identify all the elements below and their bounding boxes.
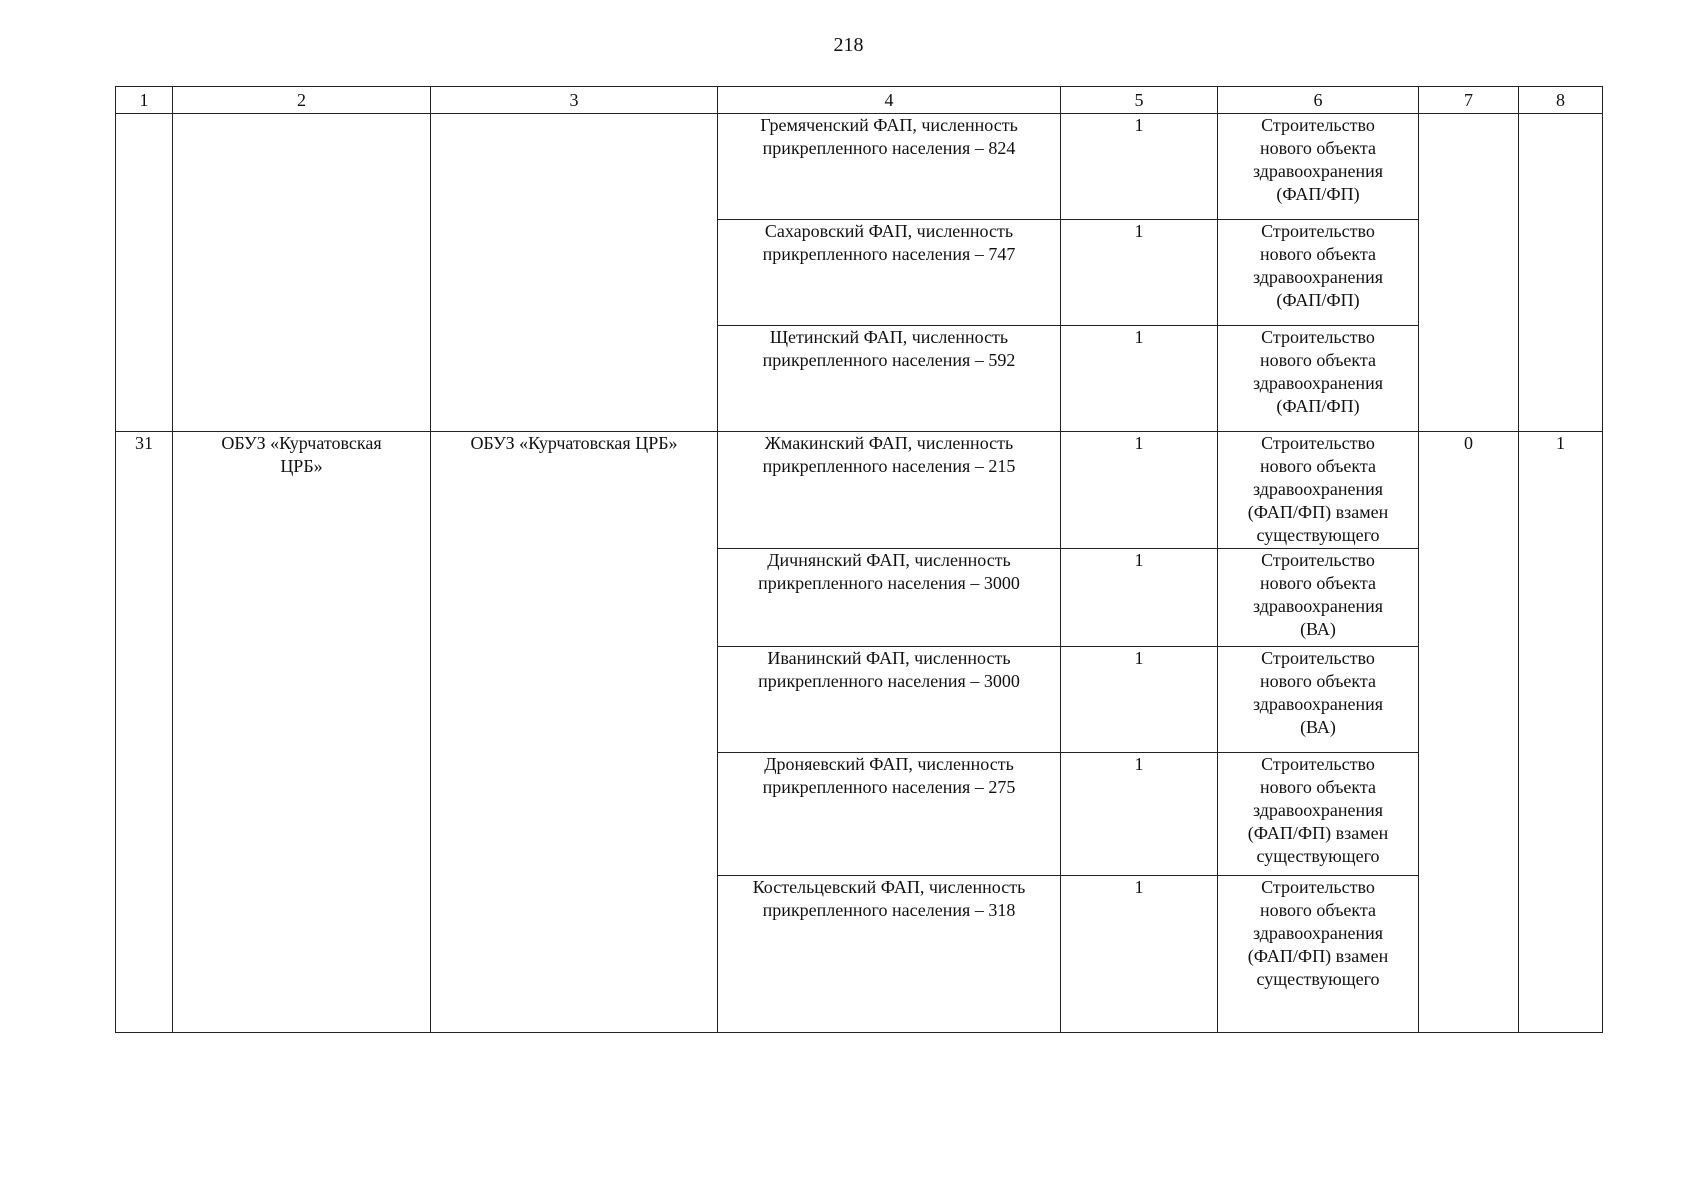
column-number: 1: [116, 87, 173, 114]
facility-cell: Сахаровский ФАП, численность прикрепленного населения – 747: [718, 220, 1061, 326]
col7-cell: 0: [1419, 432, 1519, 1033]
table-row: [116, 114, 1603, 220]
action-cell: Строительство нового объекта здравоохранения (ФАП/ФП) взамен существующего: [1218, 876, 1419, 1033]
column-number: 2: [173, 87, 431, 114]
count-cell: 1: [1061, 326, 1218, 432]
action-cell: Строительство нового объекта здравоохранения (ВА): [1218, 549, 1419, 647]
column-number: 5: [1061, 87, 1218, 114]
facility-cell: Иванинский ФАП, численность прикрепленного населения – 3000: [718, 647, 1061, 753]
page-number: 218: [833, 34, 864, 56]
continued-cell: [1519, 114, 1603, 432]
row-number-cell: 31: [116, 432, 173, 1033]
action-cell: Строительство нового объекта здравоохранения (ФАП/ФП) взамен существующего: [1218, 753, 1419, 876]
table-row: [116, 432, 1603, 549]
count-cell: 1: [1061, 114, 1218, 220]
action-cell: Строительство нового объекта здравоохранения (ФАП/ФП): [1218, 326, 1419, 432]
count-cell: 1: [1061, 876, 1218, 1033]
organization-cell: ОБУЗ «Курчатовская ЦРБ»: [173, 432, 431, 1033]
col8-cell: 1: [1519, 432, 1603, 1033]
column-number: 4: [718, 87, 1061, 114]
data-table: [115, 86, 1603, 1033]
action-cell: Строительство нового объекта здравоохранения (ВА): [1218, 647, 1419, 753]
continued-cell: [116, 114, 173, 432]
column-number: 6: [1218, 87, 1419, 114]
facility-cell: Костельцевский ФАП, численность прикрепленного населения – 318: [718, 876, 1061, 1033]
column-number: 3: [431, 87, 718, 114]
column-number: 8: [1519, 87, 1603, 114]
continued-cell: [1419, 114, 1519, 432]
institution-cell: ОБУЗ «Курчатовская ЦРБ»: [431, 432, 718, 1033]
action-cell: Строительство нового объекта здравоохранения (ФАП/ФП) взамен существующего: [1218, 432, 1419, 549]
facility-cell: Гремяченский ФАП, численность прикрепленного населения – 824: [718, 114, 1061, 220]
action-cell: Строительство нового объекта здравоохранения (ФАП/ФП): [1218, 114, 1419, 220]
facility-cell: Дроняевский ФАП, численность прикрепленного населения – 275: [718, 753, 1061, 876]
count-cell: 1: [1061, 549, 1218, 647]
facility-cell: Щетинский ФАП, численность прикрепленного населения – 592: [718, 326, 1061, 432]
action-cell: Строительство нового объекта здравоохранения (ФАП/ФП): [1218, 220, 1419, 326]
continued-cell: [431, 114, 718, 432]
count-cell: 1: [1061, 220, 1218, 326]
count-cell: 1: [1061, 753, 1218, 876]
count-cell: 1: [1061, 432, 1218, 549]
column-number: 7: [1419, 87, 1519, 114]
column-number-header-row: [116, 87, 1603, 114]
facility-cell: Дичнянский ФАП, численность прикрепленного населения – 3000: [718, 549, 1061, 647]
continued-cell: [173, 114, 431, 432]
facility-cell: Жмакинский ФАП, численность прикрепленного населения – 215: [718, 432, 1061, 549]
count-cell: 1: [1061, 647, 1218, 753]
